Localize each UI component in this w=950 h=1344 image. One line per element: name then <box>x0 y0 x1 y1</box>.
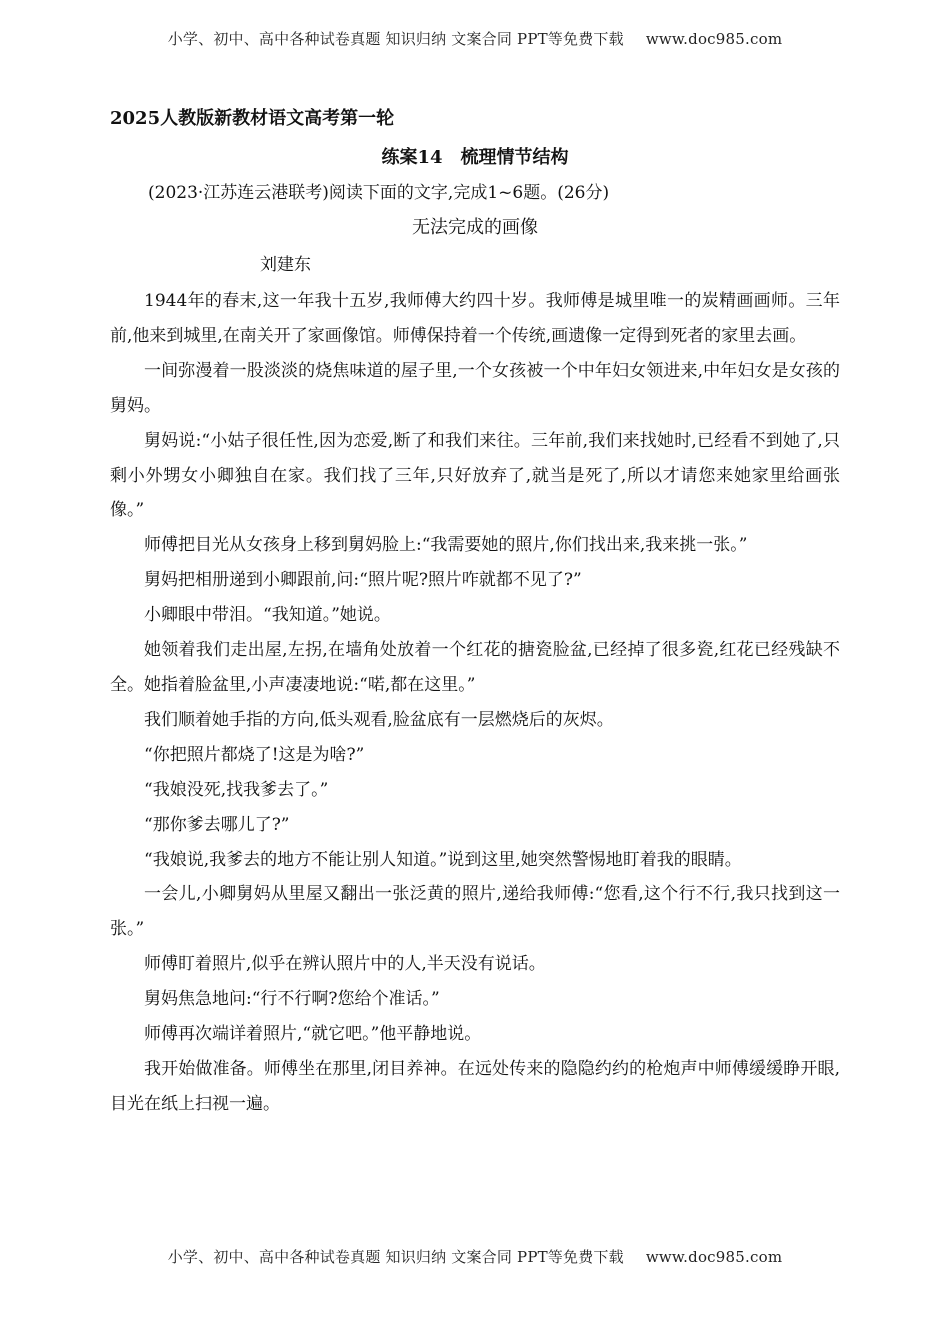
paragraph: 小卿眼中带泪。“我知道。”她说。 <box>144 605 391 626</box>
paragraph: 我开始做准备。师傅坐在那里,闭目养神。在远处传来的隐隐约约的枪炮声中师傅缓缓睁开眼,目光在纸上扫视一遍。 <box>110 1058 840 1114</box>
paragraph: “我娘没死,找我爹去了。” <box>144 779 329 800</box>
paragraph: 舅妈说:“小姑子很任性,因为恋爱,断了和我们来往。三年前,我们来找她时,已经看不到她了,只剩小外甥女小卿独自在家。我们找了三年,只好放弃了,就当是死了,所以才请您来她家里给画张像。” <box>110 430 840 521</box>
paragraph: “我娘说,我爹去的地方不能让别人知道。”说到这里,她突然警惕地盯着我的眼睛。 <box>144 849 742 870</box>
header-text: 小学、初中、高中各种试卷真题 知识归纳 文案合同 PPT等免费下载 <box>167 30 624 48</box>
paragraph: “你把照片都烧了!这是为啥?” <box>144 744 365 765</box>
paragraph: “那你爹去哪儿了?” <box>144 814 290 835</box>
paragraph: 舅妈焦急地问:“行不行啊?您给个准话。” <box>144 989 440 1010</box>
paragraph: 师傅盯着照片,似乎在辨认照片中的人,半天没有说话。 <box>144 954 546 975</box>
paragraph: 我们顺着她手指的方向,低头观看,脸盆底有一层燃烧后的灰烬。 <box>144 709 614 730</box>
paragraph: 她领着我们走出屋,左拐,在墙角处放着一个红花的搪瓷脸盆,已经掉了很多瓷,红花已经残缺不全。她指着脸盆里,小声凄凄地说:“喏,都在这里。” <box>110 640 840 695</box>
author-name: 刘建东 <box>260 255 311 275</box>
footer-url[interactable]: www.doc985.com <box>645 1248 783 1266</box>
page-header <box>0 28 950 49</box>
paragraph: 师傅再次端详着照片,“就它吧。”他平静地说。 <box>144 1024 482 1045</box>
footer-text: 小学、初中、高中各种试卷真题 知识归纳 文案合同 PPT等免费下载 <box>167 1248 624 1266</box>
paragraph: 舅妈把相册递到小卿跟前,问:“照片呢?照片咋就都不见了?” <box>144 570 582 591</box>
paragraph: 一会儿,小卿舅妈从里屋又翻出一张泛黄的照片,递给我师傅:“您看,这个行不行,我只找到这一张。” <box>110 884 840 940</box>
paragraph: 一间弥漫着一股淡淡的烧焦味道的屋子里,一个女孩被一个中年妇女领进来,中年妇女是女孩的舅妈。 <box>110 360 840 416</box>
paragraph: 师傅把目光从女孩身上移到舅妈脸上:“我需要她的照片,你们找出来,我来挑一张。” <box>144 535 748 556</box>
question-source: (2023·江苏连云港联考)阅读下面的文字,完成1~6题。(26分) <box>148 183 610 203</box>
story-body <box>110 284 840 1122</box>
story-title: 无法完成的画像 <box>412 217 538 238</box>
paragraph: 1944年的春末,这一年我十五岁,我师傅大约四十岁。我师傅是城里唯一的炭精画画师。三年前,他来到城里,在南关开了家画像馆。师傅保持着一个传统,画遗像一定得到死者的家里去画。 <box>110 291 840 346</box>
exercise-subtitle: 练案14 梳理情节结构 <box>381 147 569 168</box>
page-footer <box>0 1246 950 1267</box>
header-url[interactable]: www.doc985.com <box>645 30 783 48</box>
document-title: 2025人教版新教材语文高考第一轮 <box>110 108 395 129</box>
